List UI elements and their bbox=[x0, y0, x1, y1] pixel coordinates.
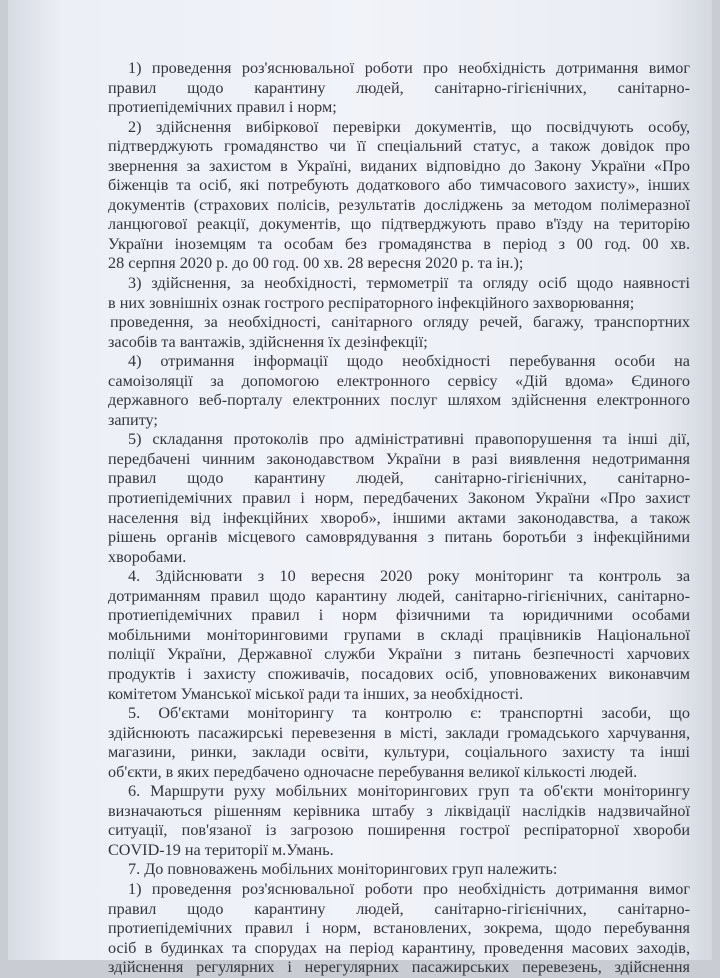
text-line: документів (страхових полісів, результатів досліджень за методом полімеразної bbox=[108, 195, 690, 214]
text-line: 4) отримання інформації щодо необхідності перебування особи на bbox=[128, 352, 690, 371]
text-line: комітетом Уманської міської ради та інших, за необхідності. bbox=[108, 684, 524, 703]
text-line: біженців та осіб, які потребують додаткового або тимчасового захисту», інших bbox=[108, 176, 690, 195]
text-line: передбачені чинним законодавством України в разі виявлення недотримання bbox=[108, 449, 690, 468]
text-line: протиепідемічних правил і норм фізичними та юридичними особами bbox=[108, 606, 690, 625]
text-line: правил щодо карантину людей, санітарно-гігієнічних, санітарно- bbox=[108, 899, 690, 918]
paragraph bbox=[108, 430, 690, 567]
paragraph bbox=[108, 860, 690, 880]
text-line: проведення, за необхідності, санітарного огляду речей, багажу, транспортних bbox=[110, 313, 690, 332]
text-line: 2) здійснення вибіркової перевірки документів, що посвідчують особу, bbox=[128, 117, 690, 136]
text-line: 6. Маршрути руху мобільних моніторингових груп та об'єкти моніторингу bbox=[128, 782, 690, 801]
text-line: України іноземцям та особам без громадянства в період з 00 год. 00 хв. bbox=[108, 234, 690, 253]
text-line: дотриманням правил щодо карантину людей, санітарно-гігієнічних, санітарно- bbox=[108, 586, 690, 605]
text-line: протиепідемічних правил і норм, встановлених, зокрема, щодо перебування bbox=[108, 919, 690, 938]
text-line: запиту; bbox=[108, 410, 158, 429]
text-line: 1) проведення роз'яснювальної роботи про необхідність дотримання вимог bbox=[128, 59, 690, 77]
paragraph bbox=[108, 880, 690, 978]
text-line: 1) проведення роз'яснювальної роботи про необхідність дотримання вимог bbox=[128, 879, 690, 898]
text-line: визначаються рішенням керівника штабу з ліквідації наслідків надзвичайної bbox=[108, 801, 690, 820]
text-line: магазини, ринки, заклади освіти, культури, соціального захисту та інші bbox=[108, 743, 690, 762]
text-line: рішень органів місцевого самоврядування з питань боротьби з інфекційними bbox=[108, 528, 690, 547]
text-line: державного веб-порталу електронних послуг шляхом здійснення електронного bbox=[108, 391, 690, 410]
text-line: в них зовнішніх ознак гострого респіраторного інфекційного захворювання; bbox=[108, 293, 635, 312]
paragraph bbox=[108, 782, 690, 860]
text-line: самоізоляції за допомогою електронного сервісу «Дій вдома» Єдиного bbox=[108, 371, 690, 390]
text-line: осіб в будинках та спорудах на період карантину, проведення масових заходів, bbox=[108, 938, 690, 957]
text-line: правил щодо карантину людей, санітарно-гігієнічних, санітарно- bbox=[108, 469, 690, 488]
text-line: здійснення регулярних і нерегулярних пасажирських перевезень, здійснення bbox=[108, 958, 690, 977]
text-line: 5. Об'єктами моніторингу та контролю є: транспортні засоби, що bbox=[128, 704, 690, 723]
text-line: ланцюгової реакції, документів, що підтверджують право в'їзду на територію bbox=[108, 215, 690, 234]
paragraph bbox=[108, 313, 690, 352]
text-line: 3) здійснення, за необхідності, термометрії та огляду осіб щодо наявності bbox=[128, 274, 690, 293]
paragraph bbox=[108, 352, 690, 430]
text-line: здійснюють пасажирські перевезення в місті, заклади громадського харчування, bbox=[108, 723, 690, 742]
document-page bbox=[8, 0, 712, 977]
text-line: продуктів і захисту споживачів, посадових осіб, уповноважених виконавчим bbox=[108, 664, 690, 683]
paragraph bbox=[108, 59, 690, 118]
text-line: протиепідемічних правил і норм, передбачених Законом України «Про захист bbox=[108, 489, 690, 508]
text-line: правил щодо карантину людей, санітарно-гігієнічних, санітарно- bbox=[108, 78, 690, 97]
paragraph bbox=[108, 118, 690, 274]
text-line: 28 серпня 2020 р. до 00 год. 00 хв. 28 вересня 2020 р. та ін.); bbox=[108, 254, 524, 273]
document-body bbox=[108, 59, 690, 978]
text-line: 7. До повноважень мобільних моніторингових груп належить: bbox=[128, 860, 558, 879]
text-line: підтверджують громадянство чи її спеціальний статус, а також довідок про bbox=[108, 137, 690, 156]
paragraph bbox=[108, 704, 690, 782]
text-line: засобів та вантажів, здійснення їх дезінфекції; bbox=[108, 332, 428, 351]
paragraph bbox=[108, 274, 690, 313]
text-line: поліції України, Державної служби України з питань безпечності харчових bbox=[108, 645, 690, 664]
text-line: звернення за захистом в Україні, виданих відповідно до Закону України «Про bbox=[108, 156, 690, 175]
text-line: ситуації, пов'язаної із загрозою поширення гострої респіраторної хвороби bbox=[108, 821, 690, 840]
text-line: протиепідемічних правил і норм; bbox=[108, 98, 337, 117]
text-line: об'єкти, в яких передбачено одночасне перебування великої кількості людей. bbox=[108, 762, 638, 781]
text-line: населення від інфекційних хвороб», іншими актами законодавства, а також bbox=[108, 508, 690, 527]
text-line: COVID-19 на території м.Умань. bbox=[108, 840, 334, 859]
text-line: хворобами. bbox=[108, 547, 187, 566]
text-line: мобільними моніторинговими групами в складі працівників Національної bbox=[108, 625, 690, 644]
paragraph bbox=[108, 567, 690, 704]
text-line: 5) складання протоколів про адміністративні правопорушення та інші дії, bbox=[128, 430, 690, 449]
text-line: 4. Здійснювати з 10 вересня 2020 року моніторинг та контроль за bbox=[128, 567, 690, 586]
